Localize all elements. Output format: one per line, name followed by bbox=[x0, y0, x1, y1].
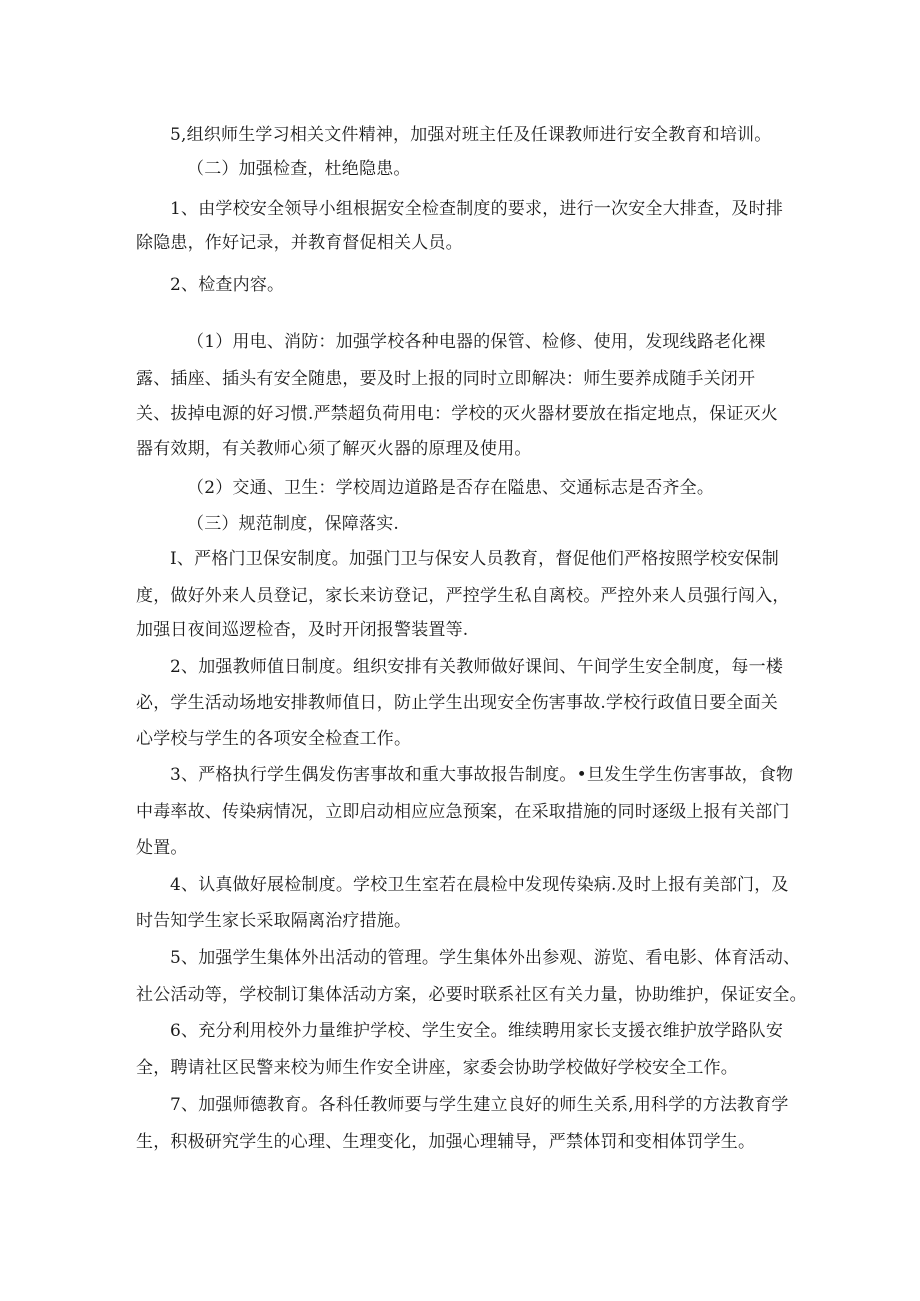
text-line: （1）用电、消防：加强学校各种电器的保管、检修、使用，发现线路老化裸 bbox=[187, 332, 766, 352]
text-line: 7、加强师德教育。各科任教师要与学生建立良好的师生关系,用科学的方法教育学 bbox=[170, 1095, 789, 1115]
text-line: 器有效期，有关教师心须了解灭火器的原理及使用。 bbox=[136, 439, 532, 459]
text-line: 心学校与学生的各项安全检查工作。 bbox=[136, 729, 412, 749]
text-line: 必，学生活动场地安排教师值日，防止学生出现安全伤害事故.学校行政值日要全面关 bbox=[136, 693, 779, 713]
text-line: 4、认真做好展检制度。学校卫生室若在晨检中发现传染病.及时上报有美部门，及 bbox=[170, 875, 789, 895]
text-line: 露、插座、插头有安全随患，要及时上报的同时立即解决：师生要养成随手关闭开 bbox=[136, 369, 756, 389]
text-line: 中毒率故、传染病情况，立即启动相应应急预案，在采取措施的同时逐级上报有关部门 bbox=[136, 802, 790, 822]
text-line: 6、充分利用校外力量维护学校、学生安全。维续聘用家长支援衣维护放学路队安 bbox=[170, 1021, 784, 1041]
text-line: 3、严格执行学生偶发伤害事故和重大事故报告制度。•旦发生学生伤害事故，食物 bbox=[170, 765, 794, 785]
text-line: 生，积极研究学生的心理、生理变化，加强心理辅导，严禁体罚和变相体罚学生。 bbox=[136, 1132, 756, 1152]
section-heading: （二）加强检查，杜绝隐患。 bbox=[187, 159, 411, 179]
text-line: 除隐患，作好记录，并教育督促相关人员。 bbox=[136, 233, 463, 253]
text-line: （2）交通、卫生：学校周边道路是否存在隘患、交通标志是否齐全。 bbox=[187, 478, 715, 498]
text-line: 社公活动等，学校制订集体活动方案，必要时联系社区有关力量，协助维护，保证安全。 bbox=[136, 985, 807, 1005]
text-line: 1、由学校安全领导小组根据安全检查制度的要求，进行一次安全大排查，及时排 bbox=[170, 199, 784, 219]
text-line: 2、加强教师值日制度。组织安排有关教师做好课间、午间学生安全制度，每一楼 bbox=[170, 657, 784, 677]
text-line: 全，聘请社区民警来校为师生作安全讲座，家委会协助学校做好学校安全工作。 bbox=[136, 1058, 738, 1078]
text-line: I、严格门卫保安制度。加强门卫与保安人员教育，督促他们严格按照学校安保制 bbox=[170, 549, 779, 569]
text-line: 时告知学生家长采取隔离治疗措施。 bbox=[136, 911, 412, 931]
text-line: 加强日夜间巡逻检杳，及时开闭报警装置等. bbox=[136, 620, 469, 640]
text-line: 处置。 bbox=[136, 838, 188, 858]
text-line: 2、检查内容。 bbox=[170, 275, 285, 295]
text-line: 5、加强学生集体外出活动的管理。学生集体外出参观、游览、看电影、体育活动、 bbox=[170, 948, 801, 968]
text-line: 度，做好外来人员登记，家长来访登记，严控学生私自离校。严控外来人员强行闯入， bbox=[136, 586, 790, 606]
text-line: 5,组织师生学习相关文件精神，加强对班主任及任课教师进行安全教育和培训。 bbox=[170, 125, 772, 145]
text-line: 关、拔掉电源的好习惯.严禁超负荷用电：学校的灭火器材要放在指定地点，保证灭火 bbox=[136, 404, 779, 424]
section-heading: （三）规范制度，保障落实. bbox=[187, 514, 400, 534]
